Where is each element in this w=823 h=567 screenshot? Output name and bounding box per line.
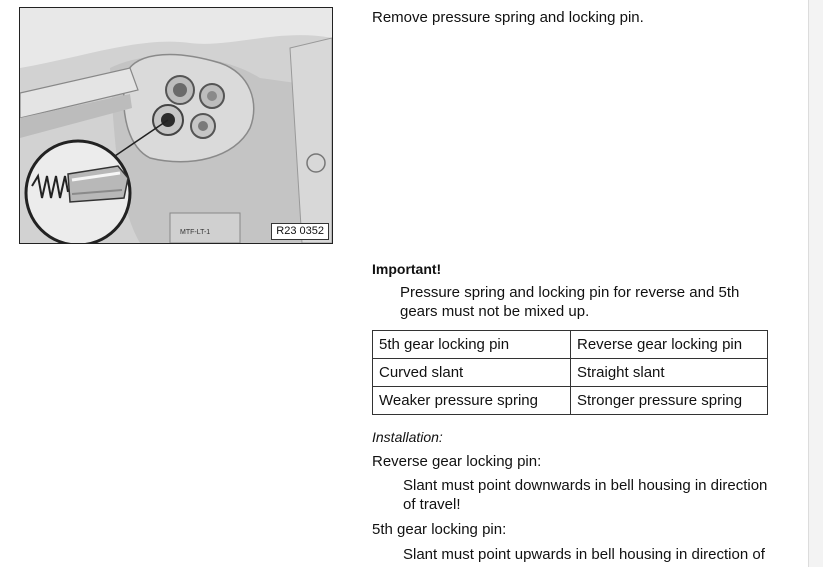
table-cell: Stronger pressure spring: [571, 387, 768, 415]
technical-illustration: [19, 7, 333, 244]
table-cell: Curved slant: [373, 359, 571, 387]
table-row: [373, 331, 768, 359]
table-cell: Weaker pressure spring: [373, 387, 571, 415]
gearbox-drawing: [20, 8, 332, 243]
locking-pin-comparison-table: [372, 330, 768, 415]
fifth-pin-title: 5th gear locking pin:: [372, 521, 507, 538]
vertical-scrollbar[interactable]: [808, 0, 823, 567]
reverse-pin-title: Reverse gear locking pin:: [372, 453, 542, 470]
figure-label: R23 0352: [271, 223, 329, 240]
fifth-pin-line-1: Slant must point upwards in bell housing in direction of: [403, 546, 765, 563]
reverse-pin-line-1: Slant must point downwards in bell housing in direction: [403, 477, 768, 494]
table-row: [373, 387, 768, 415]
important-line-2: gears must not be mixed up.: [400, 303, 590, 320]
installation-heading: Installation:: [372, 429, 443, 445]
instruction-text: Remove pressure spring and locking pin.: [372, 9, 644, 26]
important-heading: Important!: [372, 261, 442, 277]
svg-text:MTF-LT-1: MTF-LT-1: [180, 229, 211, 236]
table-cell: Reverse gear locking pin: [571, 331, 768, 359]
table-row: [373, 359, 768, 387]
important-line-1: Pressure spring and locking pin for reverse and 5th: [400, 284, 740, 301]
reverse-pin-line-2: of travel!: [403, 496, 461, 513]
table-cell: 5th gear locking pin: [373, 331, 571, 359]
table-cell: Straight slant: [571, 359, 768, 387]
